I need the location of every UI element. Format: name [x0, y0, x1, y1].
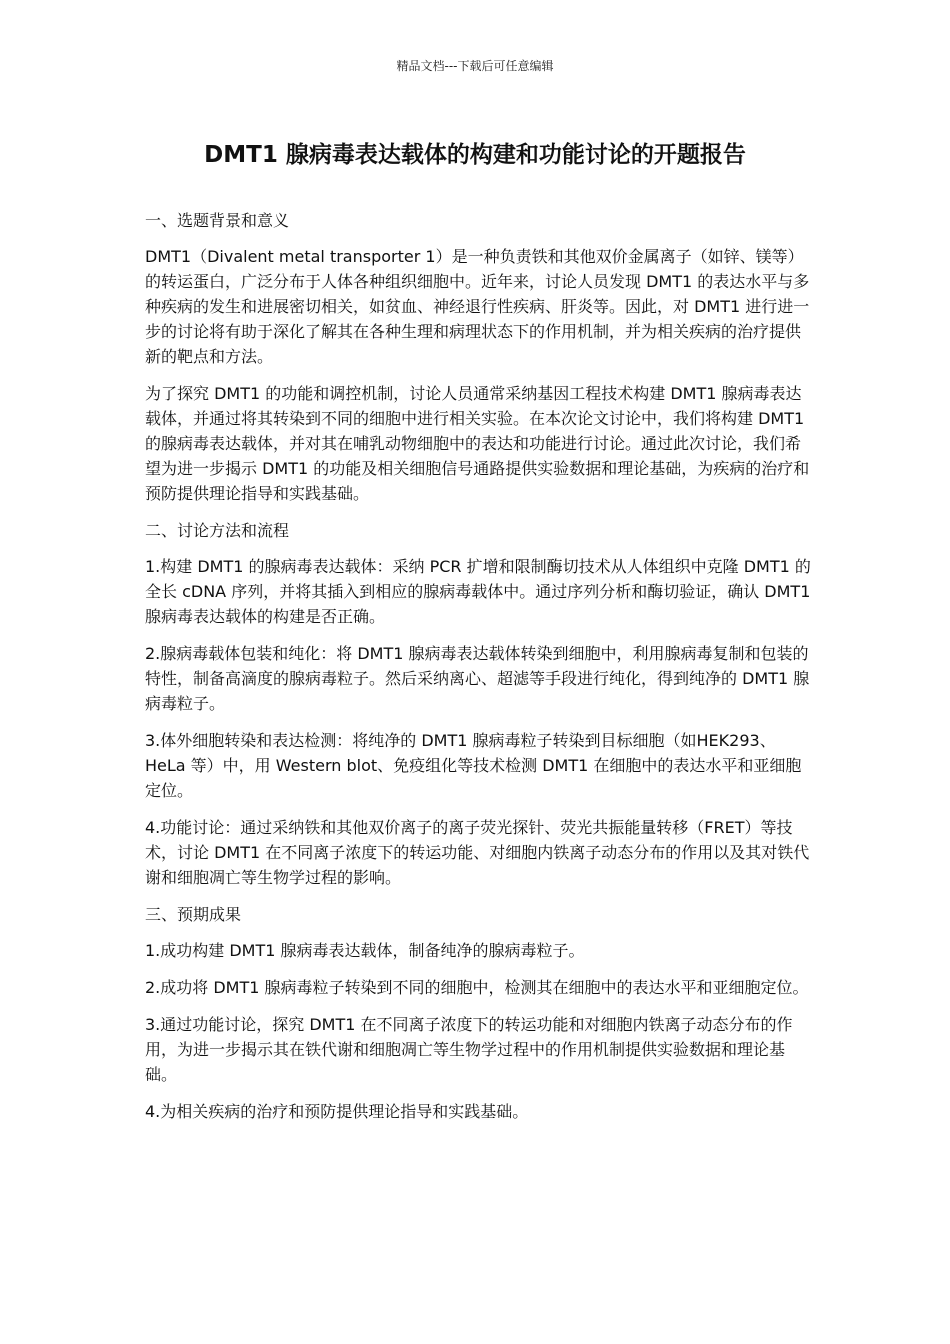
- paragraph: 1.成功构建 DMT1 腺病毒表达载体，制备纯净的腺病毒粒子。: [145, 941, 585, 960]
- document-title: DMT1 腺病毒表达载体的构建和功能讨论的开题报告: [204, 142, 746, 168]
- paragraph: 3.体外细胞转染和表达检测：将纯净的 DMT1 腺病毒粒子转染到目标细胞（如HEK293、HeLa 等）中，用 Western blot、免疫组化等技术检测 DMT1 在细胞中的表达水平和亚细胞定位。: [145, 731, 802, 800]
- section-heading-expected-results: 三、预期成果: [145, 905, 242, 924]
- document-body: [145, 208, 811, 1136]
- paragraph: 2.成功将 DMT1 腺病毒粒子转染到不同的细胞中，检测其在细胞中的表达水平和亚细胞定位。: [145, 978, 809, 997]
- paragraph: 2.腺病毒载体包装和纯化：将 DMT1 腺病毒表达载体转染到细胞中，利用腺病毒复制和包装的特性，制备高滴度的腺病毒粒子。然后采纳离心、超滤等手段进行纯化，得到纯净的 DMT1 腺病毒粒子。: [145, 644, 810, 713]
- paragraph: 1.构建 DMT1 的腺病毒表达载体：采纳 PCR 扩增和限制酶切技术从人体组织中克隆 DMT1 的全长 cDNA 序列，并将其插入到相应的腺病毒载体中。通过序列分析和酶切验证，确认 DMT1 腺病毒表达载体的构建是否正确。: [145, 557, 811, 626]
- paragraph: 3.通过功能讨论，探究 DMT1 在不同离子浓度下的转运功能和对细胞内铁离子动态分布的作用，为进一步揭示其在铁代谢和细胞凋亡等生物学过程中的作用机制提供实验数据和理论基础。: [145, 1015, 793, 1084]
- paragraph: 4.功能讨论：通过采纳铁和其他双价离子的离子荧光探针、荧光共振能量转移（FRET）等技术，讨论 DMT1 在不同离子浓度下的转运功能、对细胞内铁离子动态分布的作用以及其对铁代谢和细胞凋亡等生物学过程的影响。: [145, 818, 810, 887]
- header-note: 精品文档---下载后可任意编辑: [396, 59, 554, 73]
- section-heading-background: 一、选题背景和意义: [145, 211, 290, 230]
- paragraph: DMT1（Divalent metal transporter 1）是一种负责铁和其他双价金属离子（如锌、镁等）的转运蛋白，广泛分布于人体各种组织细胞中。近年来，讨论人员发现 DMT1 的表达水平与多种疾病的发生和进展密切相关，如贫血、神经退行性疾病、肝炎等。因此，对 DMT1 进行进一步的讨论将有助于深化了解其在各种生理和病理状态下的作用机制，并为相关疾病的治疗提供新的靶点和方法。: [145, 247, 810, 366]
- paragraph: 为了探究 DMT1 的功能和调控机制，讨论人员通常采纳基因工程技术构建 DMT1 腺病毒表达载体，并通过将其转染到不同的细胞中进行相关实验。在本次论文讨论中，我们将构建 DMT1 的腺病毒表达载体，并对其在哺乳动物细胞中的表达和功能进行讨论。通过此次讨论，我们希望为进一步揭示 DMT1 的功能及相关细胞信号通路提供实验数据和理论基础，为疾病的治疗和预防提供理论指导和实践基础。: [145, 384, 810, 503]
- section-heading-methods: 二、讨论方法和流程: [145, 521, 290, 540]
- paragraph: 4.为相关疾病的治疗和预防提供理论指导和实践基础。: [145, 1102, 529, 1121]
